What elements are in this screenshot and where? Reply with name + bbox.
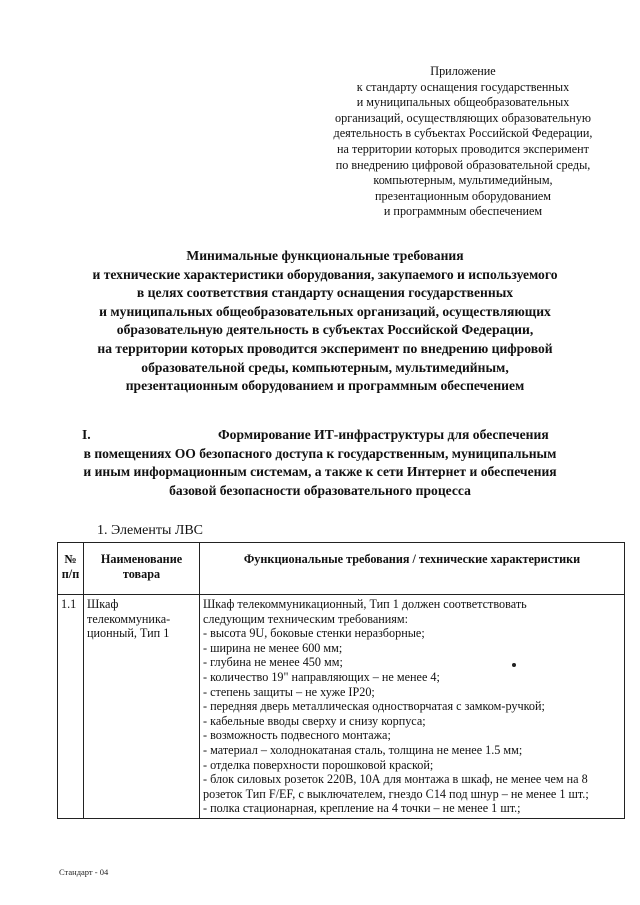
title-line: презентационным оборудованием и программным обеспечением: [125, 378, 525, 394]
requirement-line: Шкаф телекоммуникационный, Тип 1 должен соответствовать: [203, 597, 527, 611]
appendix-line: компьютерным, мультимедийным,: [373, 173, 553, 188]
row-number: 1.1: [58, 595, 84, 819]
requirement-line: следующим техническим требованиям:: [203, 611, 408, 626]
section-number: I.: [82, 427, 91, 442]
header-number-line: №: [64, 552, 77, 566]
table-header-row: [58, 543, 625, 595]
title-line: Минимальные функциональные требования: [186, 248, 464, 263]
subsection-heading: [97, 522, 203, 540]
title-line: образовательную деятельность в субъектах Российской Федерации,: [116, 322, 534, 338]
section-title-line: в помещениях ОО безопасного доступа к государственным, муниципальным: [83, 445, 557, 461]
header-name-line: товара: [122, 566, 161, 581]
appendix-block: [318, 64, 608, 220]
appendix-line: по внедрению цифровой образовательной среды,: [335, 157, 591, 172]
requirement-line: - кабельные вводы сверху и снизу корпуса;: [203, 713, 426, 728]
document-title: [20, 247, 630, 396]
section-heading: [20, 426, 620, 500]
subsection-number: 1.: [97, 523, 108, 538]
requirements-table: [57, 542, 625, 819]
requirement-line: - высота 9U, боковые стенки неразборные;: [203, 626, 425, 641]
title-line: и муниципальных общеобразовательных организаций, осуществляющих: [99, 303, 551, 319]
appendix-line: и программным обеспечением: [383, 204, 543, 219]
table-row: [58, 595, 625, 819]
title-line: образовательной среды, компьютерным, мультимедийным,: [141, 359, 509, 375]
section-title-line: Формирование ИТ-инфраструктуры для обеспечения: [218, 427, 549, 442]
appendix-line: презентационным оборудованием: [374, 188, 552, 203]
item-name-line: Шкаф: [87, 597, 119, 611]
section-title-line: и иным информационным системам, а также к сети Интернет и обеспечения: [83, 464, 557, 480]
subsection-title: Элементы ЛВС: [111, 523, 204, 538]
title-line: в целях соответствия стандарту оснащения государственных: [136, 285, 514, 301]
requirement-line: - материал – холоднокатаная сталь, толщина не менее 1.5 мм;: [203, 742, 523, 757]
appendix-line: на территории которых проводится эксперимент: [337, 141, 589, 156]
requirement-line: - возможность подвесного монтажа;: [203, 728, 391, 743]
requirement-line: - степень защиты – не хуже IP20;: [203, 684, 375, 699]
appendix-line: деятельность в субъектах Российской Федерации,: [333, 126, 593, 141]
requirement-line: - отделка поверхности порошковой краской;: [203, 757, 434, 772]
appendix-line: и муниципальных общеобразовательных: [356, 95, 570, 110]
item-name-line: ционный, Тип 1: [87, 626, 170, 641]
scan-speck: [512, 663, 516, 667]
requirement-line: - полка стационарная, крепление на 4 точки – не менее 1 шт.;: [203, 801, 521, 816]
item-name-line: телекоммуника-: [87, 611, 171, 626]
item-name: [84, 595, 200, 819]
requirement-line: - блок силовых розеток 220В, 10А для монтажа в шкаф, не менее чем на 8 розеток Тип F/EF, с выключателем, гнездо С14 под шнур – не менее 1 шт.;: [203, 772, 589, 801]
header-number: [58, 543, 84, 595]
header-item-name: [84, 543, 200, 595]
page-footer: Стандарт - 04: [59, 867, 109, 877]
header-name-line: Наименование: [100, 552, 183, 566]
item-requirements: [200, 595, 625, 819]
requirement-line: - ширина не менее 600 мм;: [203, 640, 343, 655]
appendix-line: Приложение: [430, 64, 496, 78]
appendix-line: организаций, осуществляющих образовательную: [335, 110, 591, 125]
section-title-line: базовой безопасности образовательного процесса: [169, 482, 471, 498]
header-number-line: п/п: [61, 566, 80, 581]
requirement-line: - передняя дверь металлическая одностворчатая с замком-ручкой;: [203, 699, 545, 714]
requirement-line: - количество 19" направляющих – не менее 4;: [203, 669, 440, 684]
title-line: и технические характеристики оборудования, закупаемого и используемого: [92, 266, 558, 282]
appendix-line: к стандарту оснащения государственных: [356, 79, 570, 94]
header-requirements: Функциональные требования / технические характеристики: [200, 543, 625, 595]
requirement-line: - глубина не менее 450 мм;: [203, 655, 343, 670]
title-line: на территории которых проводится эксперимент по внедрению цифровой: [97, 340, 553, 356]
